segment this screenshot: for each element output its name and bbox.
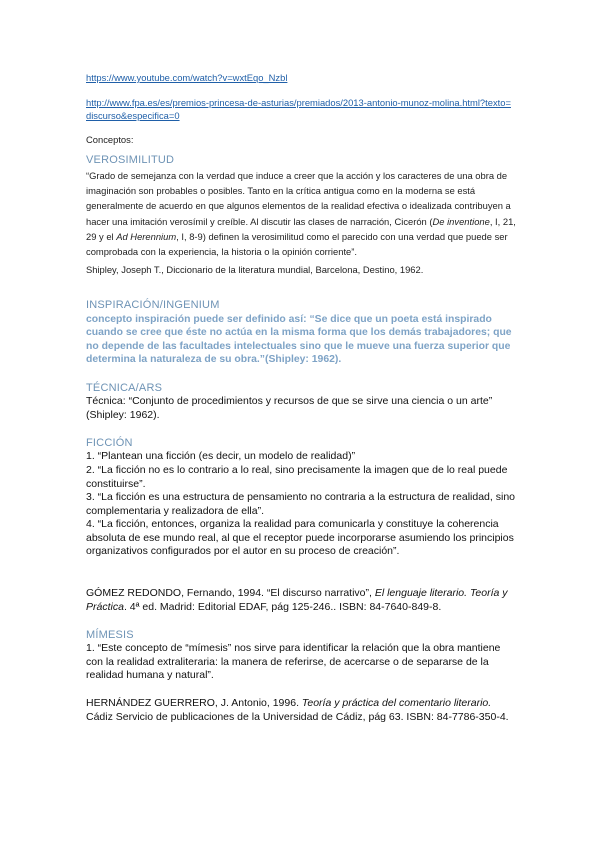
ficcion-item-3: 3. “La ficción es una estructura de pensamiento no contraria a la estructura de realidad, sino complementaria y realizadora de ella”.: [86, 491, 515, 517]
work-ad-herennium: Ad Herennium: [116, 230, 177, 242]
mimesis-ref-work: Teoría y práctica del comentario literario.: [301, 697, 492, 709]
mimesis-ref-b: Cádiz Servicio de publicaciones de la Universidad de Cádiz, pág 63. ISBN: 84-7786-350-4.: [86, 710, 509, 723]
ficcion-heading: FICCIÓN: [86, 437, 133, 449]
verosimilitud-source: Shipley, Joseph T., Diccionario de la literatura mundial, Barcelona, Destino, 1962.: [86, 264, 424, 275]
verosimilitud-heading: VEROSIMILITUD: [86, 154, 175, 166]
verosimilitud-quote-b: , I, 21, 29 y el: [86, 215, 516, 242]
fpa-link[interactable]: http://www.fpa.es/es/premios-princesa-de-asturias/premiados/2013-antonio-munoz-molina.html?texto=discurso&especifica=0: [86, 97, 511, 121]
inspiracion-heading: INSPIRACIÓN/INGENIUM: [86, 299, 220, 311]
tecnica-heading: TÉCNICA/ARS: [86, 382, 163, 394]
youtube-link[interactable]: https://www.youtube.com/watch?v=wxtEqo_Nzbl: [86, 72, 288, 83]
verosimilitud-quote: [86, 168, 516, 259]
ficcion-ref-b: . 4ª ed. Madrid: Editorial EDAF, pág 125-246.. ISBN: 84-7640-849-8.: [123, 600, 442, 613]
ficcion-reference: [86, 587, 516, 614]
mimesis-text: 1. “Este concepto de “mímesis” nos sirve para identificar la relación que la obra mantiene con la realidad extraliteraria: la manera de referirse, de acercarse o de separarse de la realidad humana y natural”.: [86, 642, 501, 682]
verosimilitud-quote-a: “Grado de semejanza con la verdad que induce a creer que la acción y los caracteres de una obra de imaginación son probables o posibles. Tanto en la crítica antigua como en la moderna se está generalmente de acuerdo en que algunos elementos de la realidad efectiva o idealizada contribuyen a hacer una imitación verosímil y creíble. Al discutir las clases de narración, Cicerón (: [86, 170, 511, 227]
verosimilitud-quote-c: , I, 8-9) definen la verosimilitud como el parecido con una verdad que puede ser comprobada con la experiencia, la historia o la opinión corriente”.: [86, 230, 508, 258]
tecnica-text: Técnica: “Conjunto de procedimientos y recursos de que se sirve una ciencia o un arte” (Shipley: 1962).: [86, 395, 493, 421]
ficcion-item-4: 4. “La ficción, entonces, organiza la realidad para comunicarla y constituye la coherencia absoluta de ese mundo real, al que el receptor puede incorporarse asumiendo los principios organizativos configurados por el autor en su proceso de creación”.: [86, 518, 514, 558]
conceptos-label: Conceptos:: [86, 134, 134, 145]
inspiracion-text: concepto inspiración puede ser definido así: “Se dice que un poeta está inspirado cuando se cree que éste no actúa en la misma forma que los demás trabajadores; que no depende de las facultades intelectuales sino que le mueve una fuerza superior que determina la naturaleza de su obra.”(Shipley: 1962).: [86, 314, 512, 366]
work-de-inventione: De inventione: [432, 215, 490, 227]
mimesis-reference: [86, 697, 516, 724]
ficcion-ref-a: GÓMEZ REDONDO, Fernando, 1994. “El discurso narrativo”,: [86, 587, 375, 599]
mimesis-ref-a: HERNÁNDEZ GUERRERO, J. Antonio, 1996.: [86, 697, 302, 709]
mimesis-heading: MÍMESIS: [86, 629, 134, 641]
ficcion-ref-work: El lenguaje literario. Teoría y Práctica: [86, 587, 508, 613]
ficcion-item-2: 2. “La ficción no es lo contrario a lo real, sino precisamente la imagen que de lo real puede constituirse”.: [86, 464, 508, 490]
ficcion-item-1: 1. “Plantean una ficción (es decir, un modelo de realidad)”: [86, 450, 356, 462]
